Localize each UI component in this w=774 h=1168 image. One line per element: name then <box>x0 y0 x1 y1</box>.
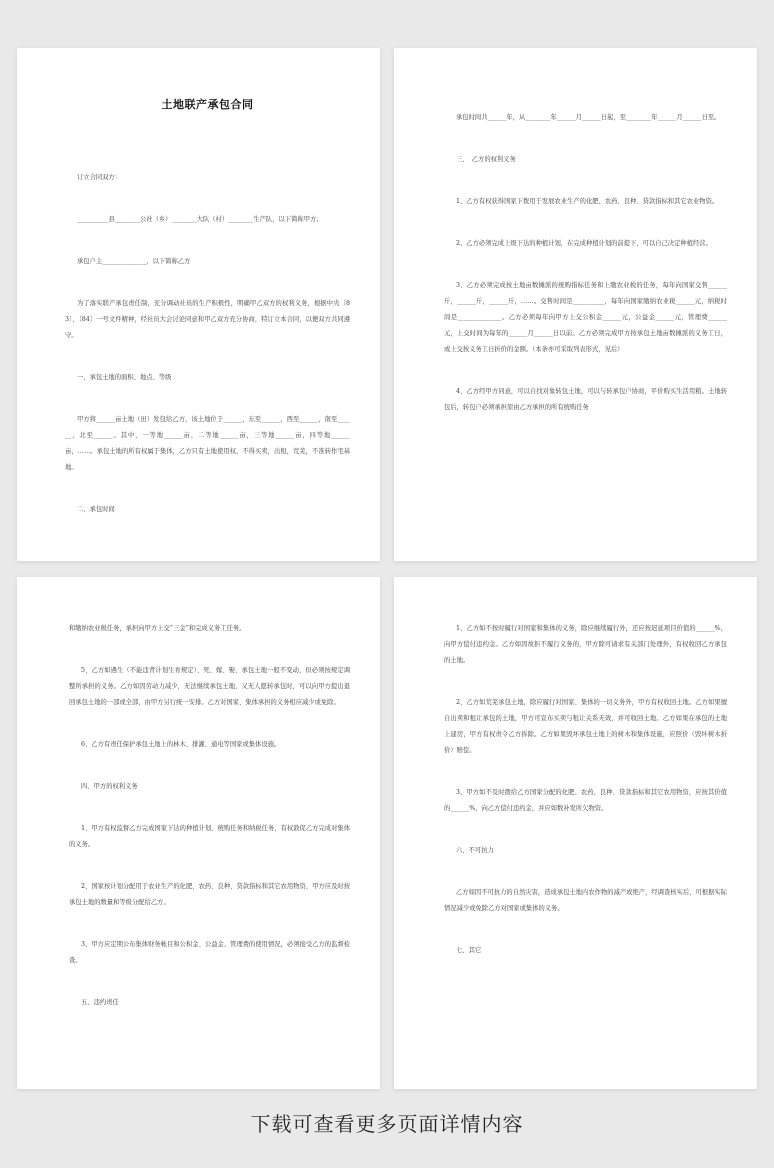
paragraph: 为了落实联产承包责任制，充分调动社员的生产积极性，明确甲乙双方的权利义务，根据中央〔83〕、〔84〕一号文件精神，经社员大会讨论同意和甲乙双方充分协商，特订立本合同，以便双方共同遵守。 <box>65 300 350 339</box>
paragraph: 承包户主______________，以下简称乙方 <box>77 258 191 265</box>
paragraph: __________县________公社（乡）________大队（村）________生产队，以下简称甲方； <box>77 216 323 223</box>
paragraph: 3、甲方如不及时拨给乙方国家分配的化肥、农药、良种、贷款指标和其它农用物资，应按其价值的______%，向乙方偿付违约金，并应如数补发所欠物资。 <box>444 789 727 812</box>
paragraph: 2、乙方如荒芜承包土地，除应履行对国家、集体的一切义务外，甲方有权收回土地。乙方如果擅自出卖和租让承包的土地，甲方可宣布买卖与租让关系无效，并可收回土地。乙方如果在承包的土地上建房，甲方有权责令乙方拆除。乙方如果毁坏承包土地上的树木和集体设施，应照价（毁坏树木折价）赔偿。 <box>444 699 727 754</box>
paragraph: 乙方如因不可抗力的自然灾害，造成承包土地内农作物的减产或绝产，经调查核实后，可根据实际情况减少或免除乙方对国家或集体的义务。 <box>444 889 727 912</box>
section-heading: 二、承包时间 <box>77 506 115 513</box>
document-page-1 <box>17 48 380 561</box>
paragraph: 3、甲方应定期公布集体财务帐目和公积金、公益金、管理费的使用情况，必须接受乙方的监督检查。 <box>69 941 350 964</box>
paragraph: 3、乙方必须完成按土地亩数摊派的统购指标任务和上缴农业税的任务，每年向国家交售______斤，______斤，______斤，……。交售时间是__________，每年向国家缴纳农业税______元，纳税时间是______________。乙方必须每年向甲方上交公积金______元，公益金______元，管理费______元，上交时间为每年的______月______日以前。乙方必须完成甲方按承包土地亩数摊派的义务工日，或上交按义务工日折价的金额。（本条亦可采取列表形式，见后） <box>444 282 727 353</box>
paragraph: 2、国家按计划分配用于农业生产的化肥、农药、良种、贷款指标和其它农用物资，甲方应及时按承包土地的数量和等级分配给乙方。 <box>69 883 350 906</box>
document-title: 土地联产承包合同 <box>161 98 254 111</box>
section-heading: 五、违约责任 <box>81 999 119 1006</box>
paragraph: 5、乙方如遇生（不能违背计划生育规定）、死、嫁、娶，承包土地一般不变动，但必须按规定调整所承担的义务。乙方如因劳动力减少，无法继续承包土地，又无人愿转承包时，可以向甲方提出退回承包土地的一部或全部，由甲方另行统一安排。乙方对国家、集体承担的义务相应减少或免除。 <box>69 667 350 706</box>
section-heading: 七、其它 <box>456 947 482 954</box>
document-page-2 <box>394 48 757 561</box>
section-heading: 四、甲方的权利义务 <box>81 783 138 790</box>
paragraph: 承包时间共______年，从________年______月______日起，至________年______月______日至。 <box>456 114 721 121</box>
paragraph: 和缴纳农业税任务，承担向甲方上交“三金”和完成义务工任务。 <box>69 625 246 632</box>
paragraph: 1、甲方有权监督乙方完成国家下达的种植计划、统购任务和纳税任务，有权敦促乙方完成对集体的义务。 <box>69 825 350 848</box>
paragraph: 4、乙方经甲方同意，可以自找对象转包土地，可以与转承包户协商，平价购买生活用粮。土地转包后，转包户必须承担原由乙方承担的所有统购任务 <box>444 388 727 411</box>
section-heading: 一、承包土地的面积、地点、等级 <box>77 374 172 381</box>
document-page-4 <box>394 577 757 1089</box>
document-page-3 <box>17 577 380 1089</box>
paragraph: 2、乙方必须完成上级下达的种植计划，在完成种植计划的前提下，可以自己决定种植经营。 <box>456 240 712 247</box>
paragraph: 1、乙方如不按时履行对国家和集体的义务，除应继续履行外，还应按迟延项目价值的______%，向甲方偿付违约金。乙方如因故拒不履行义务的，甲方除可请求有关部门处理外，有权收回乙方承包的土地。 <box>444 625 727 664</box>
paragraph: 1、乙方有权获得国家下拨用于发展农业生产的化肥、农药、良种、贷款指标和其它农业物资。 <box>456 198 719 205</box>
section-heading: 三、 乙方的权利义务 <box>456 156 516 163</box>
section-heading: 六、不可抗力 <box>456 847 494 854</box>
paragraph: 6、乙方有责任保护承包土地上的林木、排灌、通电等国家或集体设施。 <box>81 741 281 748</box>
paragraph: 订立合同双方： <box>77 174 122 181</box>
download-more-caption[interactable]: 下载可查看更多页面详情内容 <box>250 1112 524 1136</box>
paragraph: 甲方将______亩土地（田）发包给乙方，该土地位于______，东至______，西至______，南至______，北至______。其中，一等地______亩，二等地______亩，三等地______亩，四等地______亩，……。承包土地的所有权属于集体，乙方只有土地使用权，不得买卖，出租，荒芜，不准转作宅基地。 <box>65 416 350 471</box>
